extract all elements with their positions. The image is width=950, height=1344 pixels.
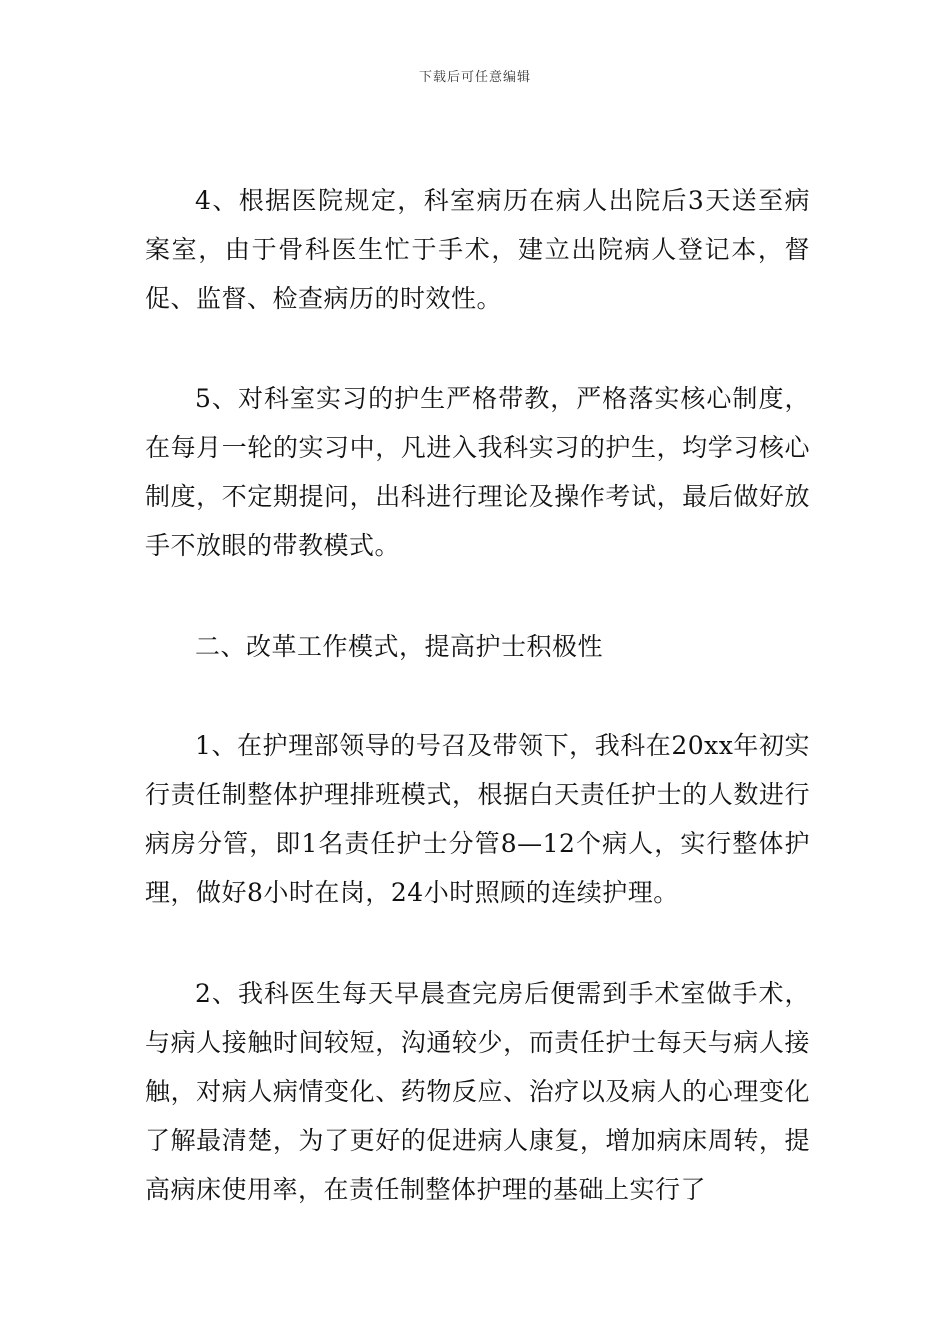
paragraph-item-5-intern-teaching: 5、对科室实习的护生严格带教，严格落实核心制度，在每月一轮的实习中，凡进入我科实习的护生，均学习核心制度，不定期提问，出科进行理论及操作考试，最后做好放手不放眼的带教模式。 bbox=[145, 384, 810, 560]
paragraph-item-1-responsibility-nursing: 1、在护理部领导的号召及带领下，我科在20xx年初实行责任制整体护理排班模式，根据白天责任护士的人数进行病房分管，即1名责任护士分管8—12个病人，实行整体护理，做好8小时在岗，24小时照顾的连续护理。 bbox=[145, 731, 810, 907]
paragraph-item-4-medical-records: 4、根据医院规定，科室病历在病人出院后3天送至病案室，由于骨科医生忙于手术，建立出院病人登记本，督促、监督、检查病历的时效性。 bbox=[145, 186, 810, 313]
page-header-note: 下载后可任意编辑 bbox=[418, 70, 531, 85]
section-heading-reform: 二、改革工作模式，提高护士积极性 bbox=[195, 632, 604, 661]
paragraph-item-2-patient-contact: 2、我科医生每天早晨查完房后便需到手术室做手术，与病人接触时间较短，沟通较少，而责任护士每天与病人接触，对病人病情变化、药物反应、治疗以及病人的心理变化了解最清楚，为了更好的促进病人康复，增加病床周转，提高病床使用率，在责任制整体护理的基础上实行了 bbox=[145, 979, 810, 1204]
